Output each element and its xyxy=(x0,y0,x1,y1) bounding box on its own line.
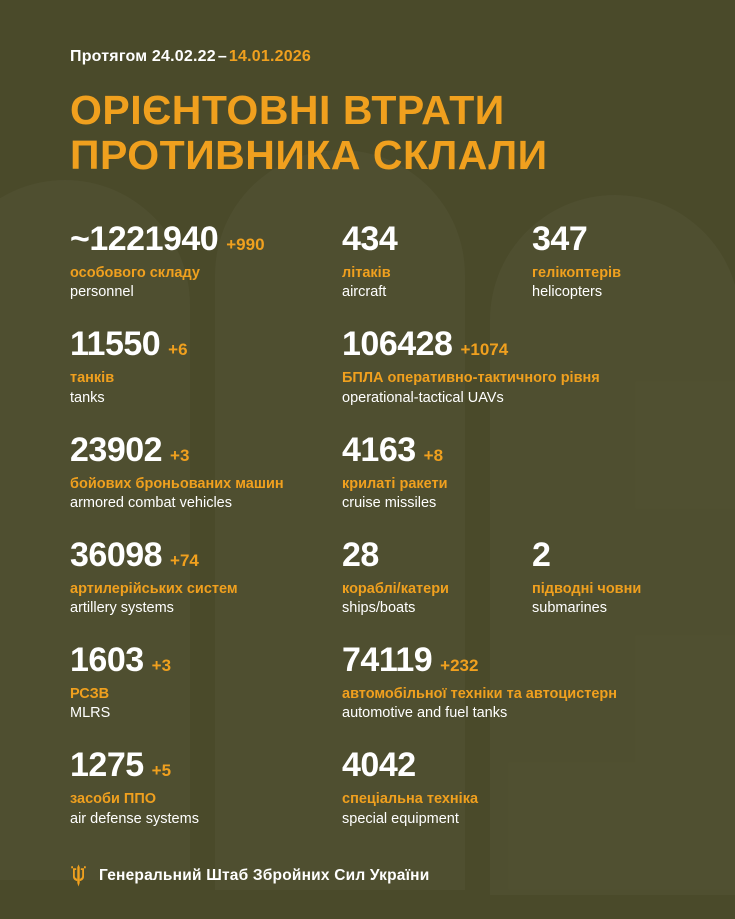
page-title xyxy=(70,88,701,178)
stat-delta: +8 xyxy=(423,445,444,465)
stat-delta: +74 xyxy=(170,550,199,570)
dateline xyxy=(70,48,701,66)
stat-label-en: submarines xyxy=(532,600,607,617)
stat-delta: +1074 xyxy=(460,340,509,360)
stat-label-ua: спеціальна техніка xyxy=(342,791,479,808)
stat-label-en: tanks xyxy=(70,389,105,406)
stat-label-en: personnel xyxy=(70,284,134,301)
stats-row xyxy=(70,535,710,643)
trident-emblem-icon xyxy=(70,864,87,888)
stat-label-en: air defense systems xyxy=(70,810,199,827)
stat-artillery xyxy=(70,535,342,617)
stat-value: 23902 xyxy=(70,430,163,469)
stat-label-ua: підводні човни xyxy=(532,580,642,597)
stat-automotive xyxy=(342,643,712,722)
stats-row xyxy=(70,748,710,853)
stat-label-en: helicopters xyxy=(532,284,603,301)
stat-value: 106428 xyxy=(342,325,453,364)
stat-delta: +3 xyxy=(151,656,172,676)
dateline-date: 14.01.2026 xyxy=(228,48,311,65)
footer-text: Генеральний Штаб Збройних Сил України xyxy=(99,866,430,884)
page-title-line1: ОРІЄНТОВНІ ВТРАТИ xyxy=(70,87,505,133)
dateline-prefix: Протягом 24.02.22 xyxy=(70,48,216,65)
stat-aircraft xyxy=(342,222,532,301)
page-title-line2: ПРОТИВНИКА СКЛАЛИ xyxy=(70,132,548,179)
stat-label-ua: літаків xyxy=(342,265,391,282)
stat-label-ua: гелікоптерів xyxy=(532,265,621,282)
stat-delta: +3 xyxy=(170,445,190,465)
dateline-dash: – xyxy=(217,48,227,65)
stat-special-equipment xyxy=(342,748,712,827)
stat-tanks xyxy=(70,327,342,406)
stat-mlrs xyxy=(70,643,342,722)
stat-label-en: ships/boats xyxy=(342,600,416,617)
stat-submarines xyxy=(532,535,712,617)
stat-helicopters xyxy=(532,222,712,301)
stat-label-en: aircraft xyxy=(342,284,387,301)
stat-value: 4163 xyxy=(342,430,416,469)
stat-label-ua: артилерійських систем xyxy=(70,580,238,597)
stat-label-ua: БПЛА оперативно-тактичного рівня xyxy=(342,370,600,387)
stat-label-en: automotive and fuel tanks xyxy=(342,705,508,722)
stats-row xyxy=(70,327,710,432)
stat-label-en: cruise missiles xyxy=(342,494,437,511)
stat-uavs xyxy=(342,327,712,406)
stat-personnel xyxy=(70,222,342,301)
stat-value: 74119 xyxy=(342,641,433,680)
stat-label-ua: РСЗВ xyxy=(70,686,110,703)
stat-delta: +232 xyxy=(440,656,479,676)
stat-value: 1275 xyxy=(70,746,144,785)
stat-label-ua: кораблі/катери xyxy=(342,580,449,597)
stat-value: 28 xyxy=(342,535,379,574)
stat-label-en: armored combat vehicles xyxy=(70,494,232,511)
stats-row xyxy=(70,222,710,327)
stat-label-en: special equipment xyxy=(342,810,459,827)
stat-label-ua: автомобільної техніки та автоцистерн xyxy=(342,686,618,703)
stats-row xyxy=(70,430,710,538)
stat-delta: +990 xyxy=(226,235,265,255)
stat-label-en: operational-tactical UAVs xyxy=(342,389,504,406)
stat-label-en: artillery systems xyxy=(70,600,174,617)
stats-row xyxy=(70,643,710,748)
stats-grid xyxy=(70,222,710,854)
stat-value: 1603 xyxy=(70,641,144,680)
stat-label-ua: танків xyxy=(70,370,115,387)
stat-ships xyxy=(342,535,532,617)
stat-value: 36098 xyxy=(70,535,163,574)
stat-value: 11550 xyxy=(70,325,161,364)
stat-label-en: MLRS xyxy=(70,705,111,722)
stat-value: 2 xyxy=(532,535,551,574)
stat-delta: +6 xyxy=(168,340,188,360)
stat-label-ua: засоби ППО xyxy=(70,791,157,808)
stat-label-ua: крилаті ракети xyxy=(342,475,448,492)
stat-delta: +5 xyxy=(151,761,172,781)
stat-label-ua: особового складу xyxy=(70,265,200,282)
stat-armored-vehicles xyxy=(70,430,342,512)
stat-label-ua: бойових броньованих машин xyxy=(70,475,284,492)
stat-value: 434 xyxy=(342,220,398,259)
stat-air-defense xyxy=(70,748,342,827)
stat-value: 4042 xyxy=(342,746,416,785)
stat-value: 347 xyxy=(532,220,588,259)
stat-value: ~1221940 xyxy=(70,220,219,259)
stat-cruise-missiles xyxy=(342,430,712,512)
footer xyxy=(70,864,701,888)
